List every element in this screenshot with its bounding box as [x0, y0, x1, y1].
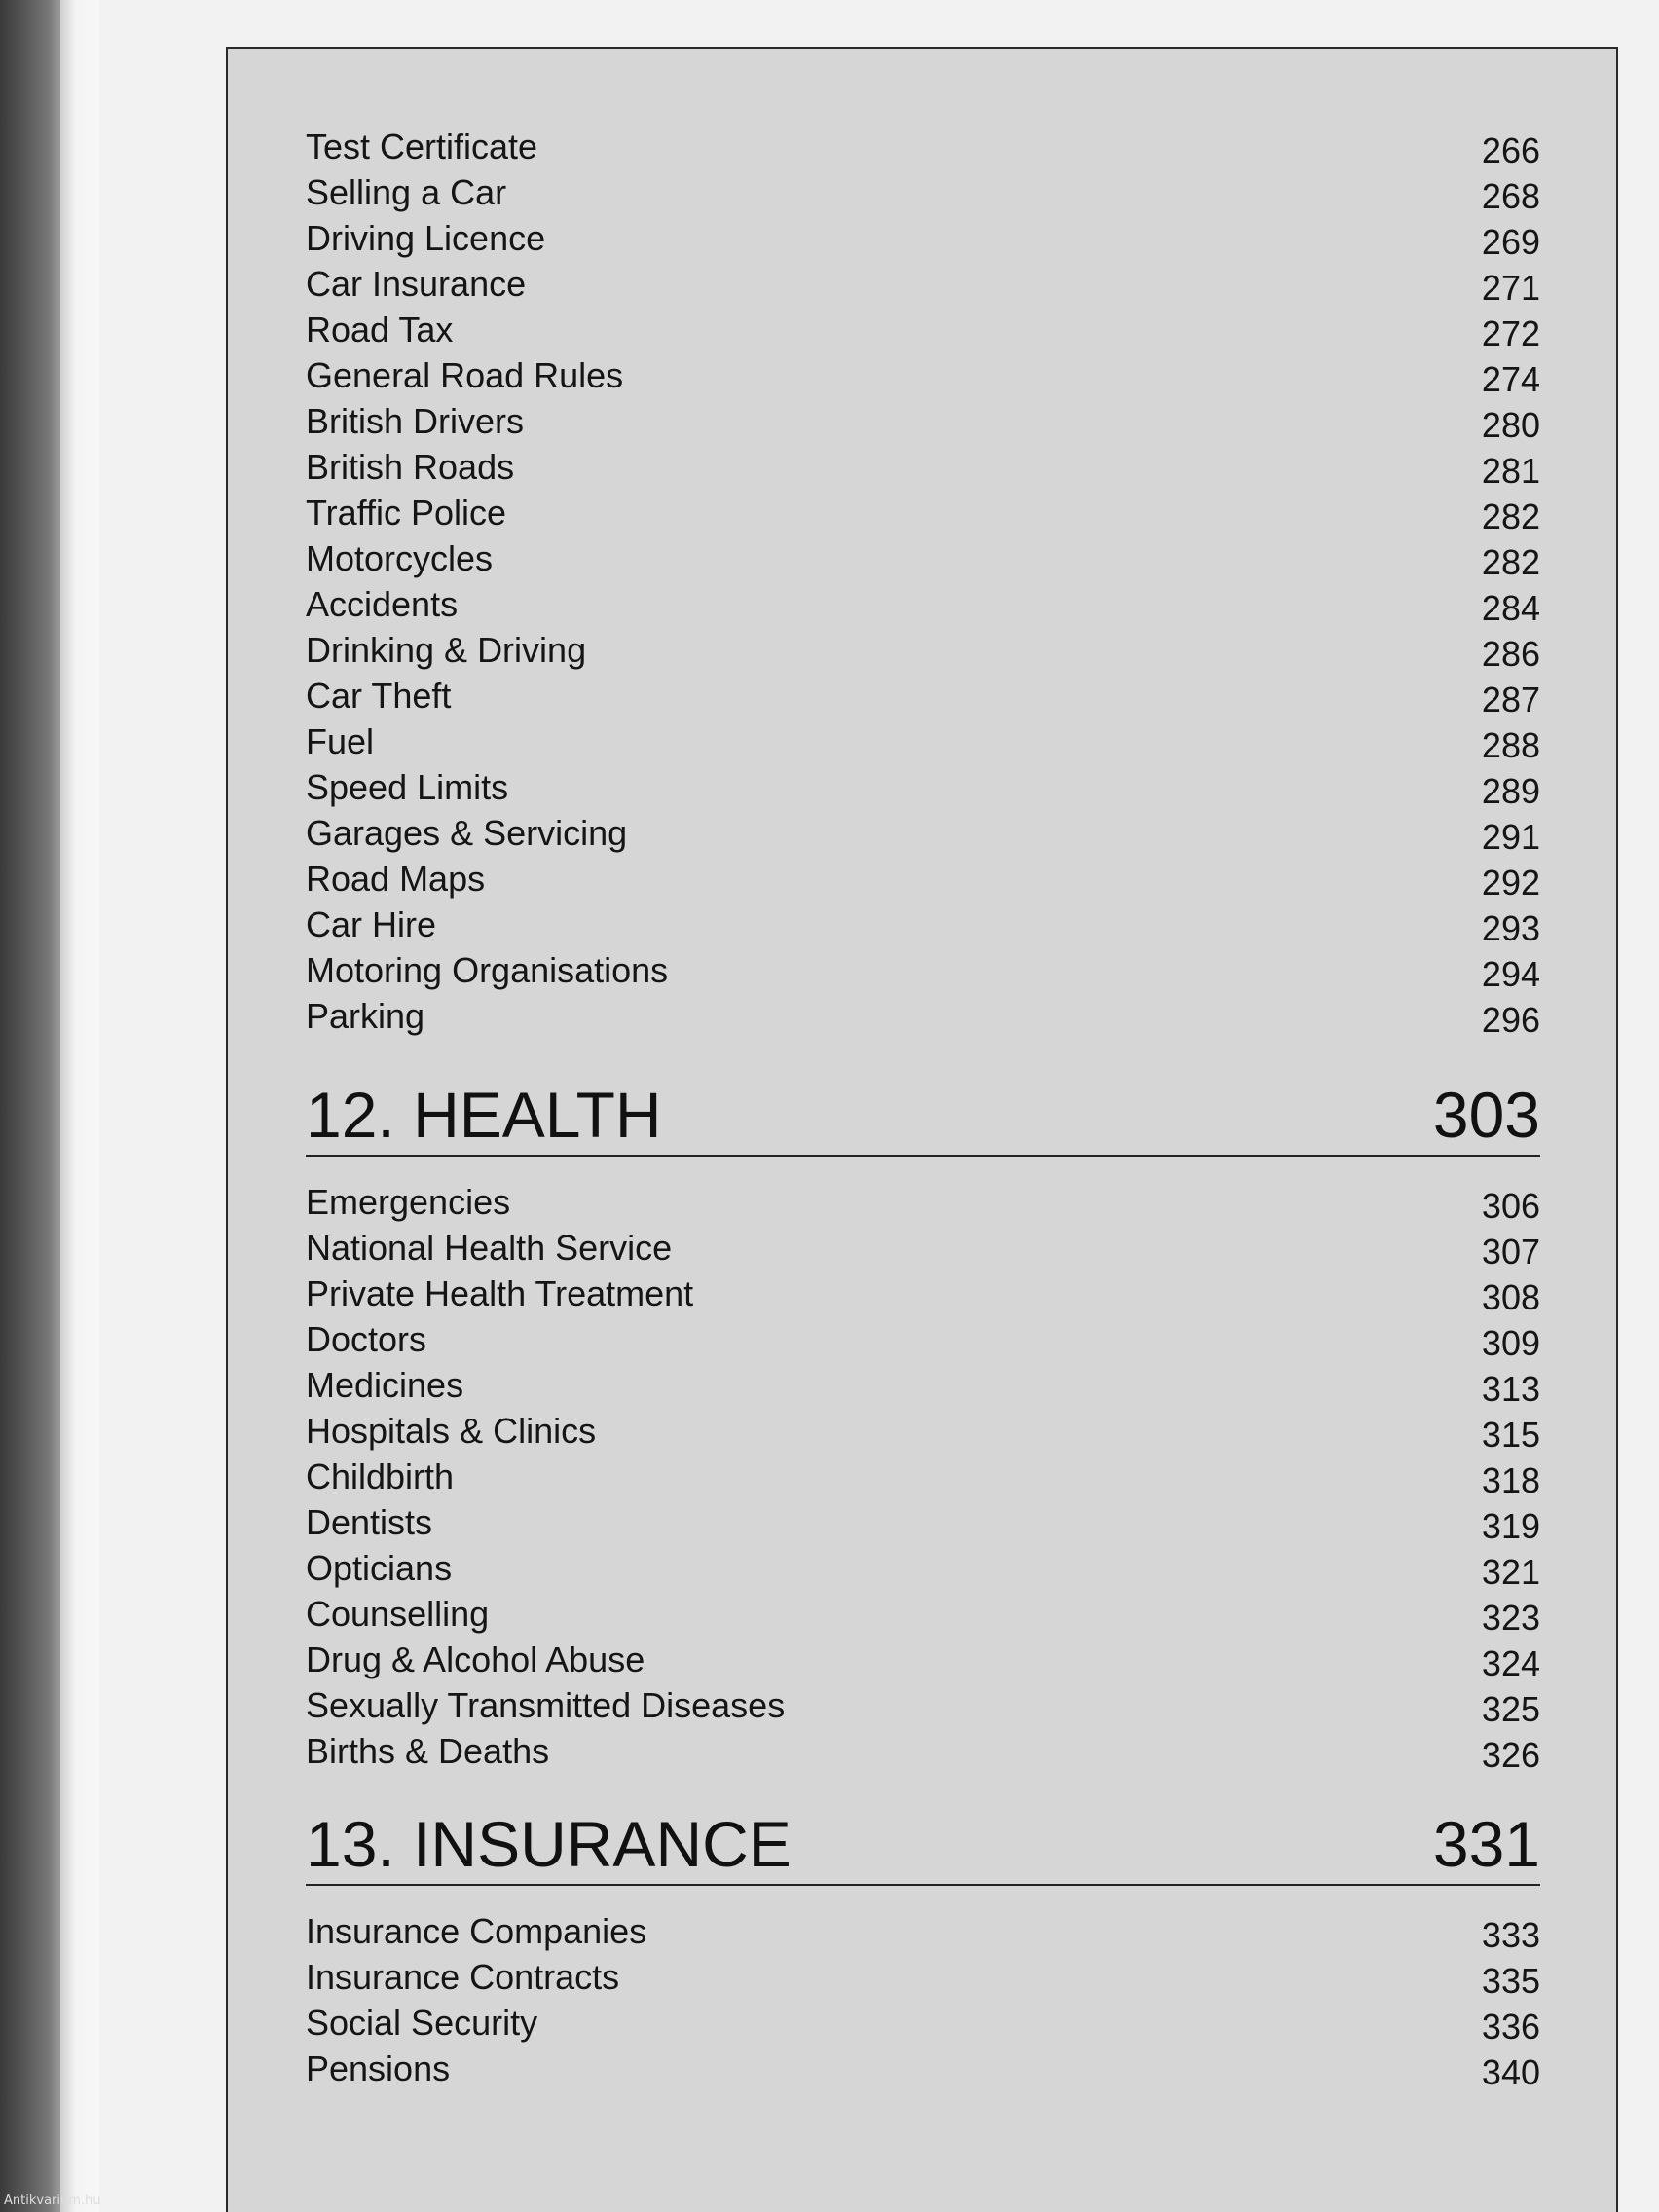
section-page-number: 303: [1432, 1079, 1540, 1151]
entry-title: National Health Service: [306, 1228, 673, 1268]
entry-page-number: 284: [1481, 588, 1540, 628]
contents-entry: [306, 1953, 1540, 1999]
contents-entry: [306, 718, 1540, 763]
contents-entry: [306, 946, 1540, 992]
entry-title: British Roads: [306, 447, 515, 487]
entry-title: Childbirth: [306, 1456, 455, 1496]
entry-title: Counselling: [306, 1594, 490, 1634]
contents-entry: [306, 1453, 1540, 1498]
entry-title: Accidents: [306, 584, 459, 624]
contents-entry: [306, 672, 1540, 718]
entry-page-number: 282: [1481, 542, 1540, 582]
entry-page-number: 286: [1481, 634, 1540, 674]
entry-page-number: 335: [1481, 1961, 1540, 2001]
contents-entry: [306, 2045, 1540, 2090]
entry-title: Drug & Alcohol Abuse: [306, 1640, 645, 1679]
entry-title: Insurance Companies: [306, 1911, 647, 1951]
entry-page-number: 280: [1481, 405, 1540, 445]
contents-entry: [306, 1681, 1540, 1727]
entry-page-number: 307: [1481, 1232, 1540, 1272]
entry-page-number: 309: [1481, 1323, 1540, 1363]
entry-title: Dentists: [306, 1502, 433, 1542]
contents-entry: [306, 397, 1540, 443]
entry-page-number: 274: [1481, 359, 1540, 399]
entry-title: Insurance Contracts: [306, 1957, 620, 1997]
entry-page-number: 292: [1481, 863, 1540, 903]
entry-title: Car Hire: [306, 904, 437, 944]
section-page-number: 331: [1432, 1808, 1540, 1880]
entry-page-number: 296: [1481, 1000, 1540, 1040]
entry-page-number: 326: [1481, 1735, 1540, 1775]
contents-entry: [306, 214, 1540, 260]
table-of-contents: [306, 123, 1540, 2090]
entry-title: Speed Limits: [306, 767, 509, 807]
contents-list-health: [306, 1178, 1540, 1773]
entry-page-number: 336: [1481, 2007, 1540, 2046]
entry-page-number: 318: [1481, 1460, 1540, 1500]
contents-entry: [306, 443, 1540, 489]
entry-title: Fuel: [306, 721, 375, 761]
entry-title: Road Maps: [306, 859, 486, 899]
entry-page-number: 272: [1481, 313, 1540, 353]
contents-entry: [306, 123, 1540, 168]
contents-entry: [306, 1999, 1540, 2045]
entry-title: Car Insurance: [306, 264, 527, 304]
entry-title: Road Tax: [306, 310, 454, 350]
entry-title: Garages & Servicing: [306, 813, 628, 853]
entry-title: Private Health Treatment: [306, 1273, 694, 1313]
book-binding: [0, 0, 60, 2212]
entry-page-number: 321: [1481, 1552, 1540, 1592]
contents-entry: [306, 1498, 1540, 1544]
contents-entry: [306, 809, 1540, 855]
contents-entry: [306, 1224, 1540, 1270]
contents-entry: [306, 1270, 1540, 1315]
entry-title: Pensions: [306, 2048, 451, 2088]
contents-entry: [306, 1178, 1540, 1224]
contents-entry: [306, 763, 1540, 809]
entry-page-number: 291: [1481, 817, 1540, 857]
entry-page-number: 324: [1481, 1643, 1540, 1683]
contents-entry: [306, 1636, 1540, 1681]
contents-entry: [306, 992, 1540, 1038]
entry-title: Driving Licence: [306, 218, 546, 258]
entry-page-number: 313: [1481, 1369, 1540, 1409]
entry-title: Sexually Transmitted Diseases: [306, 1685, 786, 1725]
entry-page-number: 294: [1481, 954, 1540, 994]
contents-list-transport: [306, 123, 1540, 1038]
entry-title: Doctors: [306, 1319, 427, 1359]
entry-title: Car Theft: [306, 676, 452, 716]
section-heading: [306, 1067, 1540, 1157]
contents-entry: [306, 580, 1540, 626]
entry-page-number: 268: [1481, 176, 1540, 216]
entry-page-number: 333: [1481, 1915, 1540, 1955]
entry-title: Hospitals & Clinics: [306, 1411, 597, 1451]
contents-entry: [306, 306, 1540, 351]
watermark: Antikvarium.hu: [4, 2194, 101, 2208]
entry-page-number: 308: [1481, 1277, 1540, 1317]
entry-title: Test Certificate: [306, 127, 538, 166]
contents-entry: [306, 901, 1540, 946]
entry-title: Social Security: [306, 2003, 538, 2043]
contents-entry: [306, 1727, 1540, 1773]
contents-entry: [306, 168, 1540, 214]
section-title: 13. INSURANCE: [306, 1808, 792, 1880]
contents-entry: [306, 260, 1540, 306]
entry-page-number: 271: [1481, 268, 1540, 308]
contents-entry: [306, 535, 1540, 580]
entry-page-number: 282: [1481, 497, 1540, 536]
contents-entry: [306, 626, 1540, 672]
section-title: 12. HEALTH: [306, 1079, 662, 1151]
contents-entry: [306, 1544, 1540, 1590]
entry-page-number: 289: [1481, 771, 1540, 811]
entry-page-number: 340: [1481, 2052, 1540, 2092]
contents-entry: [306, 1361, 1540, 1407]
contents-entry: [306, 1407, 1540, 1453]
entry-page-number: 266: [1481, 130, 1540, 170]
entry-page-number: 269: [1481, 222, 1540, 262]
contents-list-insurance: [306, 1907, 1540, 2090]
entry-title: Motoring Organisations: [306, 950, 669, 990]
contents-entry: [306, 1315, 1540, 1361]
contents-entry: [306, 489, 1540, 535]
section-health: [306, 1067, 1540, 1773]
entry-title: Opticians: [306, 1548, 453, 1588]
entry-title: Drinking & Driving: [306, 630, 587, 670]
entry-page-number: 288: [1481, 725, 1540, 765]
contents-entry: [306, 1590, 1540, 1636]
section-insurance: [306, 1796, 1540, 2090]
entry-title: Parking: [306, 996, 425, 1036]
section-heading: [306, 1796, 1540, 1886]
entry-page-number: 287: [1481, 680, 1540, 719]
contents-entry: [306, 351, 1540, 397]
entry-page-number: 325: [1481, 1689, 1540, 1729]
entry-page-number: 319: [1481, 1506, 1540, 1546]
entry-title: Medicines: [306, 1365, 464, 1405]
entry-title: Motorcycles: [306, 538, 494, 578]
entry-page-number: 306: [1481, 1186, 1540, 1226]
entry-title: Traffic Police: [306, 493, 507, 533]
entry-title: General Road Rules: [306, 355, 624, 395]
entry-page-number: 293: [1481, 908, 1540, 948]
entry-title: Selling a Car: [306, 172, 507, 212]
entry-page-number: 281: [1481, 451, 1540, 491]
contents-entry: [306, 855, 1540, 901]
entry-title: Emergencies: [306, 1182, 511, 1222]
contents-entry: [306, 1907, 1540, 1953]
page-edge: [60, 0, 99, 2212]
entry-page-number: 315: [1481, 1415, 1540, 1455]
contents-panel: [226, 47, 1618, 2212]
entry-title: Births & Deaths: [306, 1731, 550, 1771]
entry-title: British Drivers: [306, 401, 525, 441]
entry-page-number: 323: [1481, 1598, 1540, 1638]
